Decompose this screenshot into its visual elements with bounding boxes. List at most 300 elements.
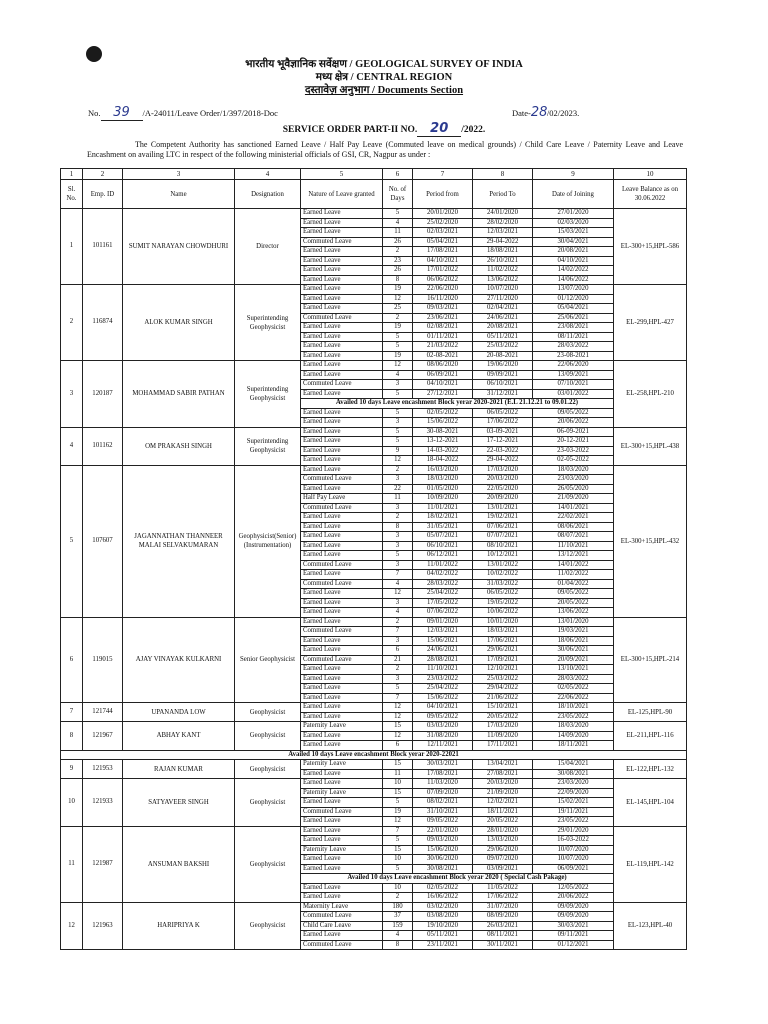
date-of-joining: 20/06/2022 xyxy=(533,893,614,903)
leave-nature: Earned Leave xyxy=(301,361,383,371)
date-of-joining: 21/09/2020 xyxy=(533,494,614,504)
leave-nature: Earned Leave xyxy=(301,389,383,399)
period-to: 17/03/2020 xyxy=(473,722,533,732)
leave-days: 12 xyxy=(383,294,413,304)
leave-days: 159 xyxy=(383,921,413,931)
period-to: 26/10/2021 xyxy=(473,256,533,266)
serial-number: 6 xyxy=(61,617,83,703)
leave-balance: EL-123,HPL-40 xyxy=(614,902,687,950)
designation: Director xyxy=(235,209,301,285)
period-from: 30/08/2021 xyxy=(413,864,473,874)
period-to: 29/04/2022 xyxy=(473,684,533,694)
period-to: 29-04-2022 xyxy=(473,456,533,466)
column-header-row xyxy=(61,180,687,209)
date-of-joining: 22/06/2020 xyxy=(533,361,614,371)
leave-nature: Earned Leave xyxy=(301,437,383,447)
date-of-joining: 20/09/2021 xyxy=(533,655,614,665)
period-to: 13/03/2020 xyxy=(473,836,533,846)
leave-nature: Earned Leave xyxy=(301,836,383,846)
period-from: 05/07/2021 xyxy=(413,532,473,542)
column-number: 3 xyxy=(123,169,235,180)
period-from: 08/06/2020 xyxy=(413,361,473,371)
leave-days: 11 xyxy=(383,494,413,504)
leave-nature: Earned Leave xyxy=(301,275,383,285)
date-of-joining: 01/12/2021 xyxy=(533,940,614,950)
leave-nature: Commuted Leave xyxy=(301,560,383,570)
period-from: 09/03/2020 xyxy=(413,836,473,846)
leave-days: 2 xyxy=(383,665,413,675)
period-to: 28/02/2020 xyxy=(473,218,533,228)
period-from: 15/06/2021 xyxy=(413,636,473,646)
period-to: 17/06/2022 xyxy=(473,893,533,903)
table-row xyxy=(61,465,687,475)
table-row xyxy=(61,902,687,912)
leave-days: 3 xyxy=(383,560,413,570)
period-to: 13/04/2021 xyxy=(473,760,533,770)
serial-number: 7 xyxy=(61,703,83,722)
period-to: 13/01/2022 xyxy=(473,560,533,570)
date-of-joining: 09/05/2022 xyxy=(533,589,614,599)
column-number: 7 xyxy=(413,169,473,180)
period-to: 06/10/2021 xyxy=(473,380,533,390)
period-from: 18/03/2020 xyxy=(413,475,473,485)
period-to: 28/01/2020 xyxy=(473,826,533,836)
date-of-joining: 13/09/2021 xyxy=(533,370,614,380)
leave-balance: EL-300+15,HPL-586 xyxy=(614,209,687,285)
leave-balance: EL-211,HPL-116 xyxy=(614,722,687,751)
period-from: 11/01/2022 xyxy=(413,560,473,570)
period-from: 31/08/2020 xyxy=(413,731,473,741)
period-to: 22/05/2020 xyxy=(473,484,533,494)
leave-days: 4 xyxy=(383,608,413,618)
leave-nature: Earned Leave xyxy=(301,418,383,428)
date-of-joining: 19/11/2021 xyxy=(533,807,614,817)
leave-days: 5 xyxy=(383,437,413,447)
period-from: 02-08-2021 xyxy=(413,351,473,361)
designation: Superintending Geophysicist xyxy=(235,361,301,428)
date-of-joining: 28/03/2022 xyxy=(533,342,614,352)
period-to: 17/03/2020 xyxy=(473,465,533,475)
period-to: 11/05/2022 xyxy=(473,883,533,893)
table-row xyxy=(61,285,687,295)
leave-nature: Earned Leave xyxy=(301,446,383,456)
date-of-joining: 02/03/2020 xyxy=(533,218,614,228)
leave-days: 180 xyxy=(383,902,413,912)
period-to: 08/11/2021 xyxy=(473,931,533,941)
leave-days: 8 xyxy=(383,275,413,285)
period-from: 21/03/2022 xyxy=(413,342,473,352)
period-to: 17/06/2021 xyxy=(473,636,533,646)
period-to: 17/06/2022 xyxy=(473,418,533,428)
period-from: 04/02/2022 xyxy=(413,570,473,580)
date-of-joining: 18/11/2021 xyxy=(533,741,614,751)
date-of-joining: 20/06/2022 xyxy=(533,418,614,428)
leave-nature: Commuted Leave xyxy=(301,627,383,637)
period-from: 11/01/2021 xyxy=(413,503,473,513)
date-of-joining: 23/03/2020 xyxy=(533,475,614,485)
period-to: 02/04/2021 xyxy=(473,304,533,314)
leave-days: 4 xyxy=(383,370,413,380)
leave-nature: Earned Leave xyxy=(301,741,383,751)
period-to: 20-08-2021 xyxy=(473,351,533,361)
period-to: 17/11/2021 xyxy=(473,741,533,751)
designation: Superintending Geophysicist xyxy=(235,285,301,361)
leave-nature: Earned Leave xyxy=(301,427,383,437)
period-from: 16/06/2022 xyxy=(413,893,473,903)
leave-nature: Commuted Leave xyxy=(301,475,383,485)
date-of-joining: 23/05/2022 xyxy=(533,712,614,722)
date-of-joining: 08/06/2021 xyxy=(533,522,614,532)
leave-days: 6 xyxy=(383,646,413,656)
period-from: 06/12/2021 xyxy=(413,551,473,561)
date-of-joining: 04/10/2021 xyxy=(533,256,614,266)
period-from: 04/10/2021 xyxy=(413,256,473,266)
serial-number: 5 xyxy=(61,465,83,617)
period-to: 31/07/2020 xyxy=(473,902,533,912)
period-to: 13/06/2022 xyxy=(473,275,533,285)
leave-days: 5 xyxy=(383,342,413,352)
employee-id: 121953 xyxy=(83,760,123,779)
date-of-joining: 02-05-2022 xyxy=(533,456,614,466)
leave-nature: Earned Leave xyxy=(301,817,383,827)
date-of-joining: 06/09/2021 xyxy=(533,864,614,874)
leave-days: 19 xyxy=(383,323,413,333)
leave-days: 22 xyxy=(383,484,413,494)
serial-number: 10 xyxy=(61,779,83,827)
leave-days: 26 xyxy=(383,237,413,247)
leave-nature: Earned Leave xyxy=(301,266,383,276)
period-to: 10/01/2020 xyxy=(473,617,533,627)
column-header: Sl. No. xyxy=(61,180,83,209)
date-of-joining: 03/01/2022 xyxy=(533,389,614,399)
leave-days: 11 xyxy=(383,769,413,779)
period-to: 19/02/2021 xyxy=(473,513,533,523)
period-from: 15/06/2022 xyxy=(413,693,473,703)
period-to: 20/09/2020 xyxy=(473,494,533,504)
date-of-joining: 15/02/2021 xyxy=(533,798,614,808)
date-of-joining: 13/07/2020 xyxy=(533,285,614,295)
employee-id: 119015 xyxy=(83,617,123,703)
date-of-joining: 11/10/2021 xyxy=(533,541,614,551)
leave-balance: EL-258,HPL-210 xyxy=(614,361,687,428)
designation: Geophysicist(Senior)(Instrumentation) xyxy=(235,465,301,617)
date-of-joining: 13/01/2020 xyxy=(533,617,614,627)
designation: Senior Geophysicist xyxy=(235,617,301,703)
date-of-joining: 26/05/2020 xyxy=(533,484,614,494)
leave-days: 5 xyxy=(383,684,413,694)
period-to: 29-04-2022 xyxy=(473,237,533,247)
leave-nature: Earned Leave xyxy=(301,456,383,466)
period-to: 08/10/2021 xyxy=(473,541,533,551)
date-of-joining: 09/11/2021 xyxy=(533,931,614,941)
employee-name: OM PRAKASH SINGH xyxy=(123,427,235,465)
leave-days: 12 xyxy=(383,361,413,371)
leave-nature: Commuted Leave xyxy=(301,655,383,665)
period-from: 06/06/2022 xyxy=(413,275,473,285)
leave-days: 3 xyxy=(383,475,413,485)
leave-nature: Earned Leave xyxy=(301,247,383,257)
period-to: 20/03/2020 xyxy=(473,779,533,789)
date-of-joining: 14/02/2022 xyxy=(533,266,614,276)
period-from: 07/09/2020 xyxy=(413,788,473,798)
date-of-joining: 09/09/2020 xyxy=(533,902,614,912)
table-row xyxy=(61,760,687,770)
period-from: 02/05/2022 xyxy=(413,883,473,893)
date-of-joining: 10/07/2020 xyxy=(533,855,614,865)
date-of-joining: 30/03/2021 xyxy=(533,921,614,931)
date-of-joining: 29/01/2020 xyxy=(533,826,614,836)
period-to: 31/03/2022 xyxy=(473,579,533,589)
leave-table xyxy=(60,168,687,950)
period-to: 13/01/2021 xyxy=(473,503,533,513)
date-of-joining: 30/08/2021 xyxy=(533,769,614,779)
table-body xyxy=(61,209,687,950)
leave-days: 19 xyxy=(383,807,413,817)
leave-nature: Paternity Leave xyxy=(301,722,383,732)
leave-days: 7 xyxy=(383,570,413,580)
leave-days: 2 xyxy=(383,247,413,257)
table-row xyxy=(61,209,687,219)
leave-days: 8 xyxy=(383,940,413,950)
leave-days: 12 xyxy=(383,456,413,466)
leave-days: 5 xyxy=(383,551,413,561)
designation: Geophysicist xyxy=(235,722,301,751)
column-number: 1 xyxy=(61,169,83,180)
leave-days: 3 xyxy=(383,380,413,390)
period-from: 17/05/2022 xyxy=(413,598,473,608)
leave-nature: Earned Leave xyxy=(301,617,383,627)
period-to: 19/05/2022 xyxy=(473,598,533,608)
date-of-joining: 08/07/2021 xyxy=(533,532,614,542)
leave-days: 26 xyxy=(383,266,413,276)
date-of-joining: 13/10/2021 xyxy=(533,665,614,675)
date-of-joining: 15/04/2021 xyxy=(533,760,614,770)
leave-days: 2 xyxy=(383,465,413,475)
leave-nature: Earned Leave xyxy=(301,294,383,304)
serial-number: 9 xyxy=(61,760,83,779)
period-to: 11/09/2020 xyxy=(473,731,533,741)
period-to: 29/06/2020 xyxy=(473,845,533,855)
period-from: 15/06/2022 xyxy=(413,418,473,428)
column-header: Period To xyxy=(473,180,533,209)
leave-days: 5 xyxy=(383,864,413,874)
date-of-joining: 25/06/2021 xyxy=(533,313,614,323)
office-name: भारतीय भूवैज्ञानिक सर्वेक्षण / GEOLOGICAL SURVEY OF INDIA xyxy=(245,59,523,70)
leave-nature: Earned Leave xyxy=(301,323,383,333)
column-header: Period from xyxy=(413,180,473,209)
leave-nature: Commuted Leave xyxy=(301,237,383,247)
column-header: Nature of Leave granted xyxy=(301,180,383,209)
leave-nature: Earned Leave xyxy=(301,712,383,722)
leave-days: 25 xyxy=(383,304,413,314)
leave-nature: Earned Leave xyxy=(301,674,383,684)
serial-number: 3 xyxy=(61,361,83,428)
period-to: 20/05/2022 xyxy=(473,817,533,827)
employee-name: SUMIT NARAYAN CHOWDHURI xyxy=(123,209,235,285)
leave-nature: Earned Leave xyxy=(301,779,383,789)
leave-nature: Commuted Leave xyxy=(301,940,383,950)
handwritten-date: 28 xyxy=(530,105,548,120)
table-row xyxy=(61,361,687,371)
leave-nature: Earned Leave xyxy=(301,855,383,865)
employee-id: 107607 xyxy=(83,465,123,617)
period-from: 25/04/2022 xyxy=(413,589,473,599)
period-to: 07/07/2021 xyxy=(473,532,533,542)
period-to: 06/05/2022 xyxy=(473,589,533,599)
table-row xyxy=(61,779,687,789)
period-to: 12/03/2021 xyxy=(473,228,533,238)
date-of-joining: 07/10/2021 xyxy=(533,380,614,390)
period-to: 21/09/2020 xyxy=(473,788,533,798)
employee-id: 101161 xyxy=(83,209,123,285)
leave-nature: Earned Leave xyxy=(301,769,383,779)
employee-id: 121987 xyxy=(83,826,123,902)
period-to: 12/02/2021 xyxy=(473,798,533,808)
leave-days: 19 xyxy=(383,351,413,361)
leave-nature: Earned Leave xyxy=(301,256,383,266)
date-of-joining: 12/05/2022 xyxy=(533,883,614,893)
period-to: 07/06/2021 xyxy=(473,522,533,532)
employee-id: 121744 xyxy=(83,703,123,722)
leave-nature: Earned Leave xyxy=(301,218,383,228)
leave-nature: Earned Leave xyxy=(301,513,383,523)
period-from: 03/02/2020 xyxy=(413,902,473,912)
leave-nature: Earned Leave xyxy=(301,798,383,808)
date-of-joining: 18/10/2021 xyxy=(533,703,614,713)
encashment-note-row xyxy=(61,750,687,760)
leave-nature: Earned Leave xyxy=(301,826,383,836)
leave-days: 7 xyxy=(383,627,413,637)
employee-id: 120187 xyxy=(83,361,123,428)
period-to: 18/08/2021 xyxy=(473,247,533,257)
leave-nature: Earned Leave xyxy=(301,370,383,380)
leave-nature: Earned Leave xyxy=(301,484,383,494)
leave-balance: EL-299,HPL-427 xyxy=(614,285,687,361)
leave-days: 4 xyxy=(383,218,413,228)
period-to: 24/01/2020 xyxy=(473,209,533,219)
leave-balance: EL-300+15,HPL-432 xyxy=(614,465,687,617)
period-from: 11/10/2021 xyxy=(413,665,473,675)
period-from: 06/10/2021 xyxy=(413,541,473,551)
date-of-joining: 14/01/2021 xyxy=(533,503,614,513)
leave-nature: Half Pay Leave xyxy=(301,494,383,504)
table-row xyxy=(61,617,687,627)
period-from: 27/12/2021 xyxy=(413,389,473,399)
employee-name: ALOK KUMAR SINGH xyxy=(123,285,235,361)
date-of-joining: 15/03/2021 xyxy=(533,228,614,238)
period-from: 31/05/2021 xyxy=(413,522,473,532)
period-from: 14-03-2022 xyxy=(413,446,473,456)
period-from: 28/08/2021 xyxy=(413,655,473,665)
date-of-joining: 02/05/2022 xyxy=(533,684,614,694)
column-number: 2 xyxy=(83,169,123,180)
serial-number: 8 xyxy=(61,722,83,751)
leave-days: 5 xyxy=(383,427,413,437)
date-of-joining: 23-03-2022 xyxy=(533,446,614,456)
period-to: 20/05/2022 xyxy=(473,712,533,722)
period-from: 24/06/2021 xyxy=(413,646,473,656)
period-from: 18/02/2021 xyxy=(413,513,473,523)
leave-nature: Earned Leave xyxy=(301,408,383,418)
employee-name: ANSUMAN BAKSHI xyxy=(123,826,235,902)
period-from: 19/10/2020 xyxy=(413,921,473,931)
leave-balance: EL-122,HPL-132 xyxy=(614,760,687,779)
period-to: 09/07/2020 xyxy=(473,855,533,865)
serial-number: 11 xyxy=(61,826,83,902)
period-from: 16/11/2020 xyxy=(413,294,473,304)
date-of-joining: 22/02/2021 xyxy=(533,513,614,523)
leave-nature: Earned Leave xyxy=(301,209,383,219)
leave-days: 15 xyxy=(383,722,413,732)
leave-days: 8 xyxy=(383,522,413,532)
office-header xyxy=(0,58,768,97)
handwritten-number: 39 xyxy=(101,105,143,121)
leave-days: 3 xyxy=(383,598,413,608)
date-of-joining: 01/12/2020 xyxy=(533,294,614,304)
period-from: 08/02/2021 xyxy=(413,798,473,808)
period-from: 23/06/2021 xyxy=(413,313,473,323)
period-from: 31/10/2021 xyxy=(413,807,473,817)
period-from: 01/11/2021 xyxy=(413,332,473,342)
date-of-joining: 23-08-2021 xyxy=(533,351,614,361)
employee-id: 121963 xyxy=(83,902,123,950)
period-from: 01/05/2020 xyxy=(413,484,473,494)
leave-balance: EL-300+15,HPL-214 xyxy=(614,617,687,703)
period-from: 12/03/2021 xyxy=(413,627,473,637)
leave-days: 15 xyxy=(383,788,413,798)
leave-days: 12 xyxy=(383,703,413,713)
column-header: Emp. ID xyxy=(83,180,123,209)
leave-days: 3 xyxy=(383,532,413,542)
date-of-joining: 23/03/2020 xyxy=(533,779,614,789)
period-to: 06/05/2022 xyxy=(473,408,533,418)
period-to: 20/08/2021 xyxy=(473,323,533,333)
leave-days: 9 xyxy=(383,446,413,456)
designation: Geophysicist xyxy=(235,779,301,827)
date-of-joining: 20/05/2022 xyxy=(533,598,614,608)
period-from: 25/04/2022 xyxy=(413,684,473,694)
leave-nature: Earned Leave xyxy=(301,864,383,874)
leave-days: 3 xyxy=(383,503,413,513)
period-from: 12/11/2021 xyxy=(413,741,473,751)
period-from: 09/03/2021 xyxy=(413,304,473,314)
period-from: 23/11/2021 xyxy=(413,940,473,950)
leave-days: 7 xyxy=(383,693,413,703)
employee-id: 116874 xyxy=(83,285,123,361)
encashment-note: Availed 10 days Leave encashment Block yerar 2020-22021 xyxy=(61,750,687,760)
period-from: 02/05/2022 xyxy=(413,408,473,418)
leave-nature: Earned Leave xyxy=(301,703,383,713)
employee-name: AJAY VINAYAK KULKARNI xyxy=(123,617,235,703)
period-to: 10/07/2020 xyxy=(473,285,533,295)
column-header: Name xyxy=(123,180,235,209)
period-from: 09/01/2020 xyxy=(413,617,473,627)
date-of-joining: 18/03/2020 xyxy=(533,465,614,475)
leave-days: 3 xyxy=(383,636,413,646)
leave-days: 12 xyxy=(383,731,413,741)
date-of-joining: 20/08/2021 xyxy=(533,247,614,257)
table-row xyxy=(61,722,687,732)
leave-days: 4 xyxy=(383,579,413,589)
leave-nature: Commuted Leave xyxy=(301,380,383,390)
designation: Superintending Geophysicist xyxy=(235,427,301,465)
handwritten-order-number: 20 xyxy=(417,121,461,137)
period-to: 24/06/2021 xyxy=(473,313,533,323)
leave-nature: Earned Leave xyxy=(301,731,383,741)
leave-nature: Earned Leave xyxy=(301,684,383,694)
period-to: 10/12/2021 xyxy=(473,551,533,561)
leave-nature: Earned Leave xyxy=(301,598,383,608)
